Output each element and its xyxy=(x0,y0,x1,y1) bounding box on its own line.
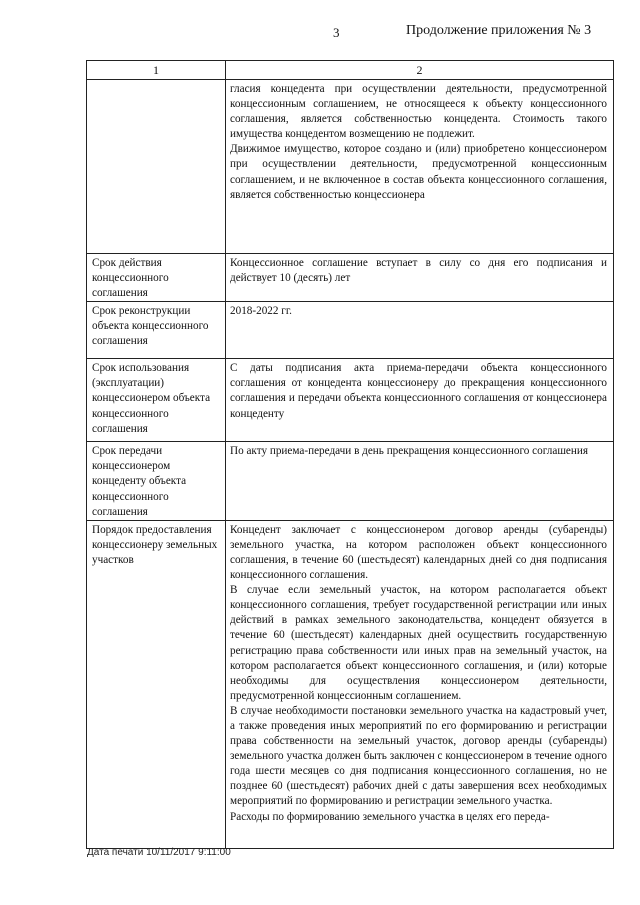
paragraph: Движимое имущество, которое создано и (или) приобретено концессионером при осуществлении деятельности, предусмотренной концессионным соглашением, и не включенное в состав объекта концессионного соглашения, является собственностью концессионера xyxy=(230,143,607,201)
row-content xyxy=(226,442,614,520)
table-header-row xyxy=(87,61,614,80)
table-row xyxy=(87,442,614,520)
paragraph: С даты подписания акта приема-передачи объекта концессионного соглашения от концедента концессионеру до прекращения концессионного соглашения и передачи объекта концессионного соглашения от концессионера концеденту xyxy=(230,362,607,420)
continuation-heading: Продолжение приложения № 3 xyxy=(406,23,592,38)
page-number: 3 xyxy=(333,25,340,40)
paragraph: По акту приема-передачи в день прекращения концессионного соглашения xyxy=(230,445,589,458)
table-row xyxy=(87,520,614,848)
paragraph: Расходы по формированию земельного участка в целях его переда- xyxy=(230,810,550,823)
paragraph: гласия концедента при осуществлении деятельности, предусмотренной концессионным соглашением, не относящееся к объекту концессионного соглашения, является собственностью концедента. Стоимость такого имущества концедентом возмещению не подлежит. xyxy=(230,83,607,141)
concession-terms-table xyxy=(86,60,614,849)
row-label: Порядок предоставления концессионеру земельных участков xyxy=(87,520,226,848)
print-date: Дата печати 10/11/2017 9:11:00 xyxy=(87,847,231,858)
row-content xyxy=(226,254,614,302)
row-content xyxy=(226,520,614,848)
row-label: Срок использования (эксплуатации) концессионером объекта концессионного соглашения xyxy=(87,359,226,442)
column-header-1: 1 xyxy=(87,61,226,80)
row-content xyxy=(226,80,614,254)
row-label xyxy=(87,80,226,254)
paragraph: Концессионное соглашение вступает в силу со дня его подписания и действует 10 (десять) лет xyxy=(230,257,607,285)
row-label: Срок передачи концессионером концеденту объекта концессионного соглашения xyxy=(87,442,226,520)
paragraph: В случае необходимости постановки земельного участка на кадастровый учет, а также проведения иных мероприятий по его формированию и регистрации права собственности на земельный участок, договор аренды (субаренды) земельного участка должен быть заключен с концессионером в течение одного года шести месяцев со дня подписания концессионного соглашения, но не позднее 60 (шестьдесят) рабочих дней с даты завершения всех необходимых мероприятий по формированию и регистрации земельного участка. xyxy=(230,704,607,808)
column-header-2: 2 xyxy=(226,61,614,80)
row-content xyxy=(226,302,614,359)
row-content xyxy=(226,359,614,442)
row-label: Срок реконструкции объекта концессионного соглашения xyxy=(87,302,226,359)
table-row xyxy=(87,359,614,442)
paragraph: Концедент заключает с концессионером договор аренды (субаренды) земельного участка, на котором расположен объект концессионного соглашения, в течение 60 (шестьдесят) календарных дней со дня подписания концессионного соглашения. xyxy=(230,523,607,582)
paragraph: В случае если земельный участок, на котором располагается объект концессионного соглашения, требует государственной регистрации или иных действий в рамках земельного законодательства, концедент обязуется в течение 60 (шестьдесят) календарных дней осуществить государственную регистрацию права собственности или иных прав на земельный участок, на котором располагается объект концессионного соглашения, и (или) которые необходимы для осуществления концессионером деятельности, предусмотренной концессионным соглашением. xyxy=(230,584,607,702)
table-row xyxy=(87,254,614,302)
table-row xyxy=(87,80,614,254)
table-row xyxy=(87,302,614,359)
paragraph: 2018-2022 гг. xyxy=(230,305,292,318)
row-label: Срок действия концессионного соглашения xyxy=(87,254,226,302)
